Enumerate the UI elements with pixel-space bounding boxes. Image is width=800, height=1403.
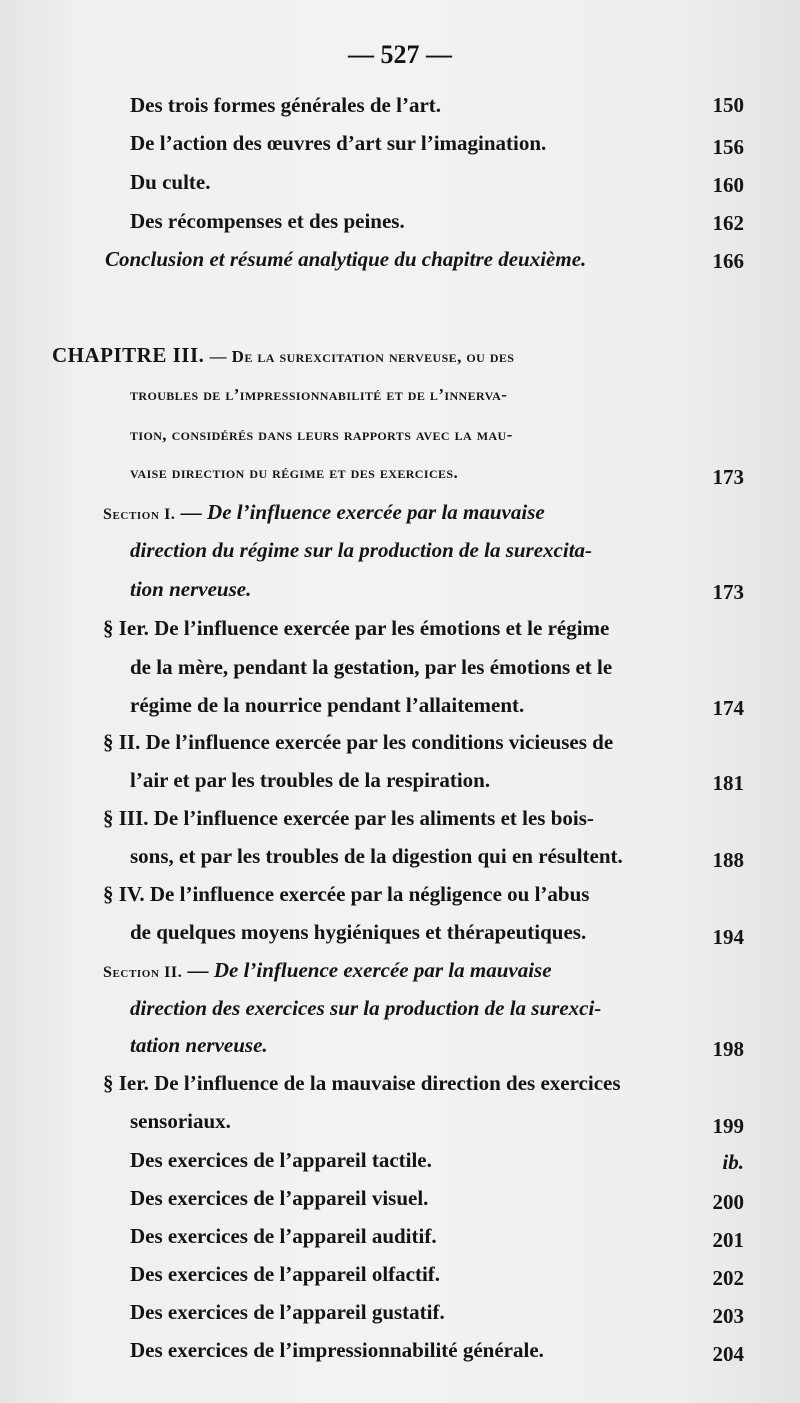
paragraph-entry-line: l’air et par les troubles de la respiration. [130, 768, 491, 792]
section-label: Section II. [103, 964, 183, 981]
paragraph-entry-line: § II. De l’influence exercée par les conditions vicieuses de [103, 730, 614, 754]
toc-page-number: 181 [712, 771, 744, 795]
toc-page-number: 166 [712, 249, 744, 273]
toc-entry: Des exercices de l’impressionnabilité générale. [130, 1338, 544, 1362]
toc-entry: De l’action des œuvres d’art sur l’imagination. [130, 131, 547, 155]
paragraph-entry-line: § III. De l’influence exercée par les aliments et les bois- [103, 806, 594, 830]
paragraph-entry-line: § IV. De l’influence exercée par la négligence ou l’abus [103, 882, 590, 906]
chapter-title-part: troubles de l’impressionnabilité et de l’innerva- [130, 385, 508, 404]
paragraph-entry-line: sensoriaux. [130, 1109, 231, 1133]
toc-entry: Du culte. [130, 170, 211, 194]
paragraph-entry-line: § Ier. De l’influence de la mauvaise direction des exercices [103, 1071, 621, 1095]
toc-page-number: 160 [712, 173, 744, 197]
toc-entry: Des trois formes générales de l’art. [130, 93, 442, 117]
toc-entry: Des récompenses et des peines. [130, 209, 405, 233]
page-number: — 527 — [348, 40, 452, 69]
chapter-label: CHAPITRE III. [52, 343, 205, 367]
toc-page-number: 162 [712, 211, 744, 235]
section-title-part: tation nerveuse. [130, 1033, 268, 1057]
toc-page-number: 199 [712, 1114, 744, 1138]
toc-page-number: 173 [712, 580, 744, 604]
section-label: Section I. [103, 506, 176, 523]
section-heading-line [103, 955, 552, 988]
toc-page-number: 150 [712, 93, 744, 117]
section-title-part: tion nerveuse. [130, 577, 252, 601]
toc-page-number: 188 [712, 848, 744, 872]
toc-page-number: 173 [712, 465, 744, 489]
toc-page-number: 174 [712, 696, 744, 720]
toc-entry: Des exercices de l’appareil olfactif. [130, 1262, 441, 1286]
section-title-part: — De l’influence exercée par la mauvaise [180, 500, 545, 524]
section-title-part: direction du régime sur la production de la surexcita- [130, 538, 593, 562]
toc-entry: Des exercices de l’appareil visuel. [130, 1186, 429, 1210]
toc-page-number: 203 [712, 1304, 744, 1328]
chapter-heading-line [52, 340, 514, 372]
toc-page-number: 202 [712, 1266, 744, 1290]
paragraph-entry-line: de la mère, pendant la gestation, par les émotions et le [130, 655, 613, 679]
paragraph-entry-line: sons, et par les troubles de la digestion qui en résultent. [130, 844, 623, 868]
paragraph-entry-line: § Ier. De l’influence exercée par les émotions et le régime [103, 616, 610, 640]
toc-entry: Des exercices de l’appareil gustatif. [130, 1300, 445, 1324]
toc-page-number: 201 [712, 1228, 744, 1252]
paragraph-entry-line: régime de la nourrice pendant l’allaitement. [130, 693, 525, 717]
toc-page-number: 200 [712, 1190, 744, 1214]
chapter-title-part: — De la surexcitation nerveuse, ou des [209, 347, 515, 366]
section-title-part: — De l’influence exercée par la mauvaise [187, 958, 552, 982]
toc-page-number: 194 [712, 925, 744, 949]
chapter-title-part: tion, considérés dans leurs rapports avec la mau- [130, 425, 513, 444]
toc-entry: Des exercices de l’appareil tactile. [130, 1148, 432, 1172]
toc-entry-conclusion: Conclusion et résumé analytique du chapitre deuxième. [105, 247, 587, 271]
toc-page-number: 156 [712, 135, 744, 159]
toc-page-number: 198 [712, 1037, 744, 1061]
paragraph-entry-line: de quelques moyens hygiéniques et thérapeutiques. [130, 920, 587, 944]
section-heading-line [103, 497, 545, 530]
toc-page-number: 204 [712, 1342, 744, 1366]
toc-entry: Des exercices de l’appareil auditif. [130, 1224, 437, 1248]
section-title-part: direction des exercices sur la production de la surexci- [130, 996, 602, 1020]
toc-page-number: ib. [722, 1150, 744, 1174]
chapter-title-part: vaise direction du régime et des exercices. [130, 463, 459, 482]
